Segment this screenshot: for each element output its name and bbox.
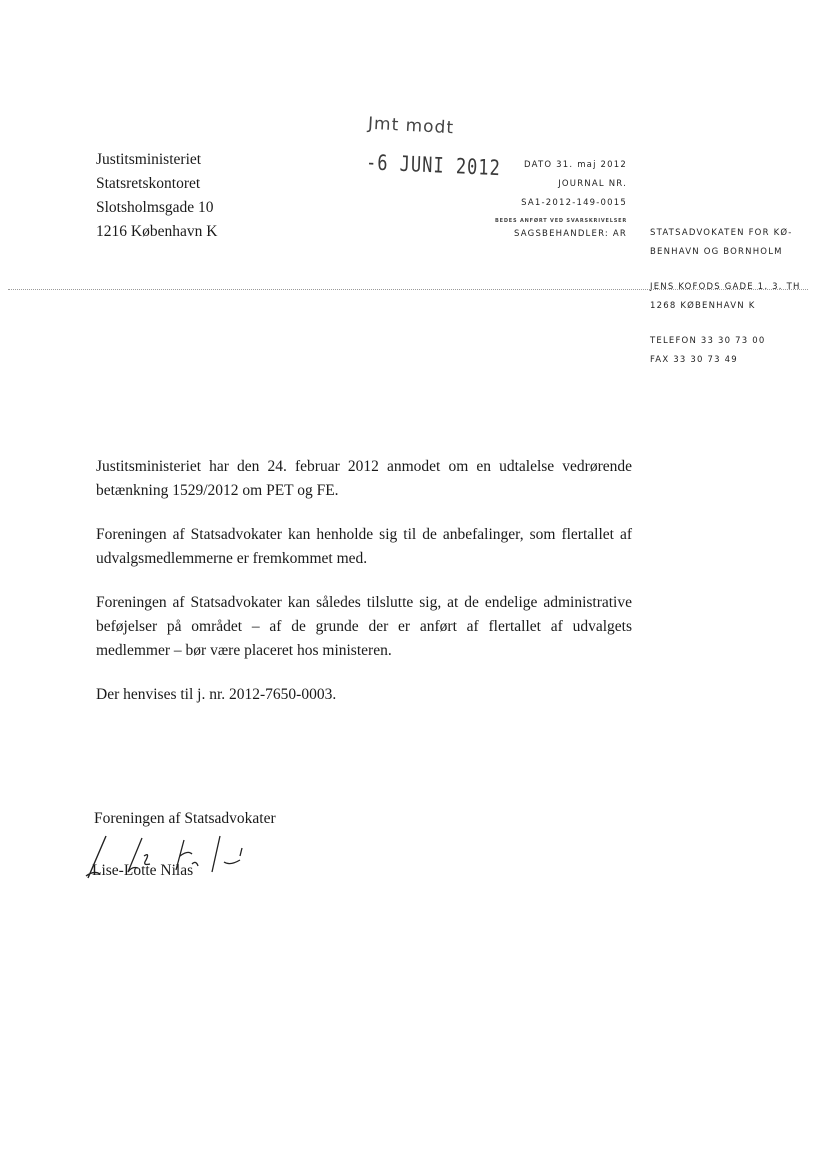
case-handler: SAGSBEHANDLER: AR <box>514 229 627 239</box>
received-date-stamp: -6 JUNI 2012 <box>365 150 502 182</box>
signature-organisation: Foreningen af Statsadvokater <box>94 810 276 827</box>
journal-label: JOURNAL NR. <box>558 179 627 189</box>
body-paragraph: Foreningen af Statsadvokater kan henholde sig til de anbefalinger, som flertallet af udvalgsmedlemmerne er fremkommet med. <box>96 526 632 567</box>
date-line: DATO 31. maj 2012 <box>524 160 627 170</box>
received-handwritten-note: Jmt modt <box>367 113 455 139</box>
recipient-line: Slotsholmsgade 10 <box>96 199 214 216</box>
office-name-line2: BENHAVN OG BORNHOLM <box>650 247 783 257</box>
office-fax: FAX 33 30 73 49 <box>650 355 738 365</box>
recipient-line: Statsretskontoret <box>96 175 201 192</box>
office-name-line1: STATSADVOKATEN FOR KØ- <box>650 228 793 238</box>
recipient-address <box>96 148 217 244</box>
body-paragraph: Justitsministeriet har den 24. februar 2012 anmodet om en udtalelse vedrørende betænkning 1529/2012 om PET og FE. <box>96 458 632 499</box>
body-paragraph: Foreningen af Statsadvokater kan således tilslutte sig, at de endelige administrative beføjelser på området – af de grunde der er anført af flertallet af udvalgets medlemmer – bør være placeret hos ministeren. <box>96 594 632 659</box>
body-paragraph: Der henvises til j. nr. 2012-7650-0003. <box>96 686 337 703</box>
office-city: 1268 KØBENHAVN K <box>650 301 756 311</box>
divider-line <box>8 289 808 290</box>
recipient-line: Justitsministeriet <box>96 151 202 168</box>
reply-note: BEDES ANFØRT VED SVARSKRIVELSER <box>495 218 627 224</box>
office-street: JENS KOFODS GADE 1, 3. TH <box>650 282 801 292</box>
recipient-line: 1216 København K <box>96 223 218 240</box>
journal-number: SA1-2012-149-0015 <box>521 198 627 208</box>
sender-office <box>650 224 801 370</box>
letter-metadata <box>407 156 627 242</box>
office-phone: TELEFON 33 30 73 00 <box>650 336 766 346</box>
letter-body <box>96 455 632 727</box>
signatory-name: Lise-Lotte Nilas <box>92 862 194 879</box>
